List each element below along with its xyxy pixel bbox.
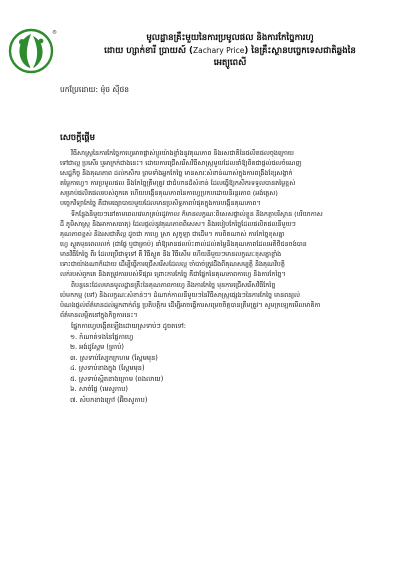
title-line-3: អេត្យូពេសី <box>213 58 247 68</box>
paragraph-1 <box>60 149 388 209</box>
registered-mark: ® <box>52 30 57 36</box>
paragraph-line: ប៉េមកកម្ម (ទៅ) និងលក្ខណៈសំខាន់ៗ។ ដំណាក់កាលនីមួយៗនៃវិធីសាស្ត្រផ្សេងៗនៃការកែច្នៃ មានពន្យល់ <box>60 292 301 299</box>
paragraph-line: លក់របស់ពួកគេ និងតម្រូវការរបស់ទីផ្សារ ព្រោះការកែច្នៃ គឺជាផ្នែកនៃគុណភាពកាហ្វេ និងការកែច្នៃ។ <box>60 271 286 278</box>
translator-credit: បកប្រែដោយ: ម៉ុច ស៊ីថន <box>60 85 130 94</box>
coffee-layers-list <box>60 321 388 405</box>
list-item: ២. អង់ដូស្ពែម (ត្រាប់) <box>70 343 124 351</box>
paragraph-line: ដី ភូមិសាស្ត្រ និងអាកាសធាតុ) ដែលផ្តល់នូវគុណភាពពិសេស។ និងរបៀបកែច្នៃដែលផលិតផលនីមួយៗ <box>60 221 296 228</box>
organization-logo-icon <box>8 28 54 74</box>
document-body <box>60 149 388 405</box>
list-intro: ផ្នែកកាហ្វេបង្កើតឡើងដោយស្រទាប់ៗ ដូចតទៅ: <box>71 322 186 330</box>
paragraph-line: សម្រាប់ផលិតផលរបស់ពួកគេ ហើយបង្កើនគុណភាពនៃកាហ្វេប្រកបដោយនិរន្តរភាព (អង់គ្លេស) <box>60 190 278 197</box>
paragraph-line: ពិបន្ធនេះដែលមានមូលដ្ឋានគ្រឹះនៃគុណភាពកាហ្វេ និងការកែច្នៃ មុនការជ្រើសរើសវិធីកែច្នៃ <box>71 282 276 289</box>
paragraph-line: វិធីសាស្ត្រនៃការកែច្នៃកាហ្វេអាចផ្លាស់ប្តូរយ៉ាងខ្លាំងនូវគុណភាព និងរសជាតិនៃផលិតផលចុងក្រោយ <box>71 150 294 157</box>
paragraph-line: តម្លៃកាហ្វេ។ ការប្រមូលផល និងកែច្នៃត្រឹមត្រូវ ជាជំហានដ៏សំខាន់ ដែលធ្វើឱ្យកសិករទទួលបានតម្លៃខ្ពស់ <box>60 180 296 187</box>
title-line-2-prefix: ដោយ ហ្សាក់ខារី ប្រាយស៍ ( <box>104 45 193 56</box>
list-item: ៤. ស្រទាប់ខាងក្នុង (ស្ពែមមុន) <box>70 364 145 372</box>
list-item: ៣. ស្រទាប់ស្បែកក្រហម (ស្ពែមមុន) <box>70 353 158 362</box>
paragraph-line: បំណងផ្តល់ព័ត៌មានដល់អ្នកពាក់ព័ន្ធ ប្រតិបត្តិករ ដើម្បីអាចធ្វើការសម្រេចចិត្តបានត្រឹមត្រូវ។ សូមក្រឡេកមើលមាតិកា <box>60 302 321 309</box>
paragraph-3 <box>60 281 388 321</box>
paragraph-line: ព័ត៌មានលម្អិតនៅក្នុងកិច្ចការនេះ។ <box>60 312 138 319</box>
author-latin-name: Zachary Price <box>192 45 245 55</box>
paragraph-line: ទោះជាយ៉ាងណាក៏ដោយ ដើម្បីធ្វើការជ្រើសរើសដែលល្អ ចាំបាច់ត្រូវដឹងពីគុណសម្បត្តិ និងគុណវិបត្តិ <box>60 261 285 268</box>
paragraph-line: បច្ចេកវិទ្យាកែច្នៃ គឺជាមធ្យោបាយមួយដែលមានប្រសិទ្ធភាពបំផុតក្នុងការបង្កើនគុណភាព។ <box>60 200 261 207</box>
title-line-2-suffix: ) នៃគ្រឹះស្ថានបច្ចេកទេសជាតិឆ្លងនៃ <box>244 45 356 56</box>
paragraph-2 <box>60 210 388 280</box>
document-title <box>70 32 390 70</box>
list-item: ៧. សំបកខាងក្រៅ (អ៊ិចសូកាប) <box>70 395 148 404</box>
list-item: ៦. សាច់ផ្លែ (មេសូកាប) <box>70 385 128 393</box>
list-item: ១. កំណាត់ទងនៃផ្លែកាហ្វេ <box>70 332 134 341</box>
paragraph-line: ហ្វេ ស្ងួតមុនពេលលក់ (ជាផ្លែ ឬជាគ្រាប់) នាំឱ្យមានផលប៉ះពាល់ដល់តម្លៃនិងគុណភាពដែលអតិថិជនចង់បាន <box>60 241 307 248</box>
section-heading-introduction: សេចក្តីផ្តើម <box>60 133 96 143</box>
paragraph-line: ទីកន្លែងនិមួយៗនៅតាមពេលវេលាគ្រប់រដូវកាល ក៏មានលក្ខណៈពិសេសផ្ទាល់ខ្លួន និងកត្តាបរិស្ថាន (បរិយាកាស <box>71 211 323 218</box>
paragraph-line: ទៅជាល្អ ប្រសើរ ឬអាក្រក់ជាងនេះ។ ដោយការជ្រើសរើសវិធីសាស្ត្រមួយដែលនាំឱ្យពិតជាផ្តល់ផលចំណេញ <box>60 160 302 167</box>
paragraph-line: មានវិធីកែច្នៃ ពីរ ដែលប្រើជាទូទៅ គឺ វិធីស្ងួត និង វិធីសើម ហើយនីមួយៗមានលក្ខណៈខុសគ្នាខ្លាំង <box>60 251 282 258</box>
paragraph-line: គុណភាពខ្ពស់ និងរសជាតិល្អ ដូចជា កាហ្វេ ស្រា សូកូឡា ជាដើម។ ការពិតណាស់ ការកែច្នៃខុសគ្នា <box>60 231 285 238</box>
list-item: ៥. ស្រទាប់ស្អិតខាងក្រោម (ពងលាយ) <box>70 374 164 383</box>
title-line-1: មូលដ្ឋានគ្រឹះមួយនៃការប្រមូលផល និងការកែច្នៃការហូ <box>146 33 314 43</box>
paragraph-line: សេដ្ឋកិច្ច និងគុណភាព ដល់កសិករ ព្រមទាំងអ្នកកែច្នៃ មានសារៈសំខាន់ណាស់ក្នុងការពង្រឹងខ្សែសង្វាក់ <box>60 170 293 177</box>
title-line-2 <box>70 45 390 58</box>
